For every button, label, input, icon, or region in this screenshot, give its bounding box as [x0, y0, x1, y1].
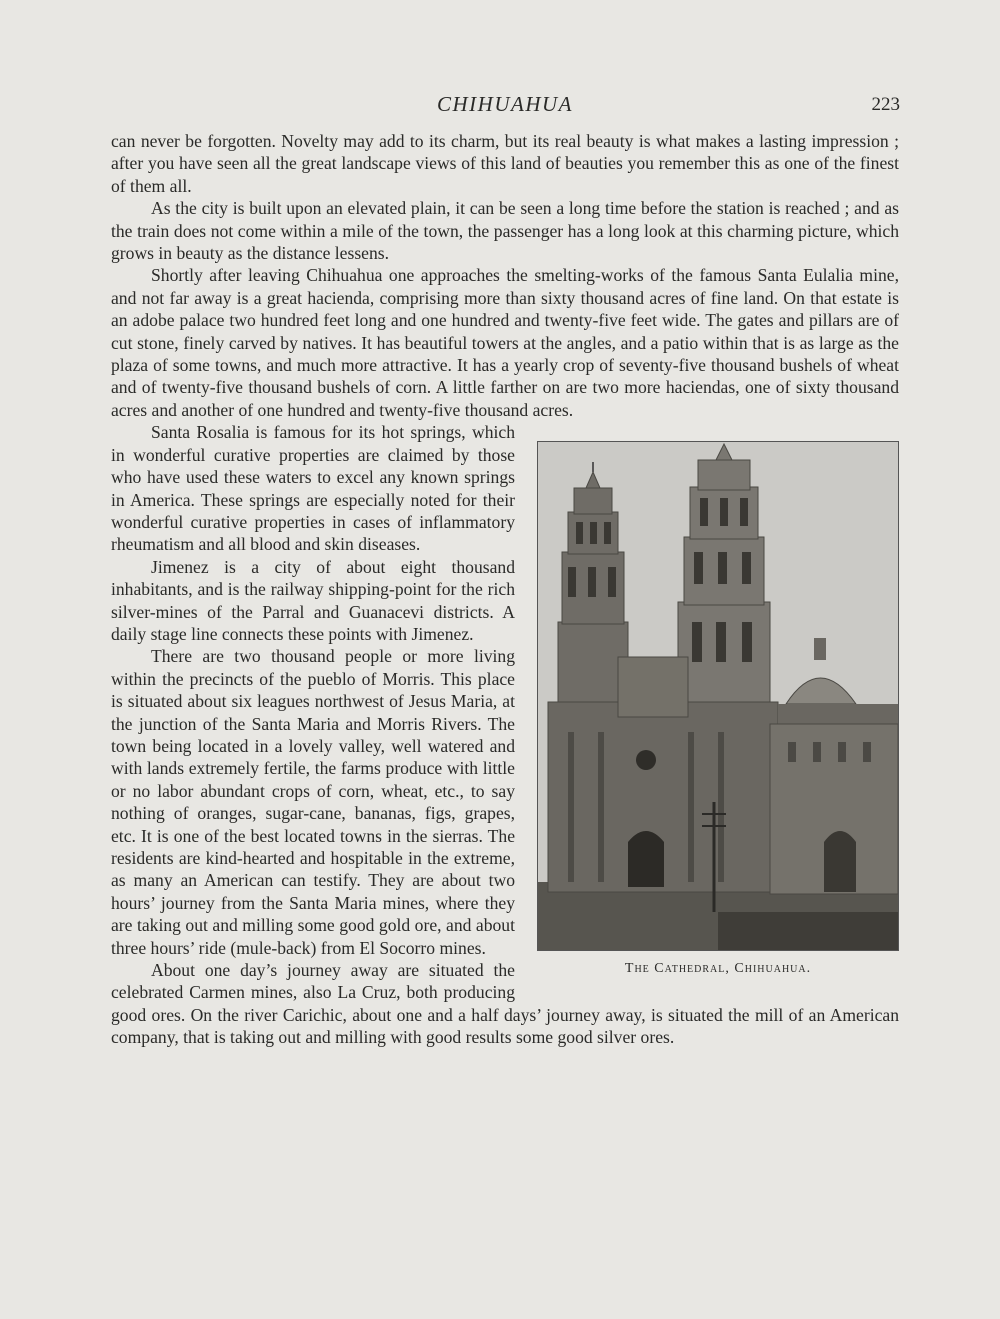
paragraph-2: As the city is built upon an elevated plain, it can be seen a long time before the station is reached ; and as the train does not come within a mile of the town, the passenger has a long look at this charming picture, which grows in beauty as the distance lessens.	[111, 198, 899, 264]
paragraph-4: Santa Rosalia is famous for its hot springs, which in wonderful curative properties are claimed by those who have used these waters to excel any known springs in America. These springs are especially noted for their wonderful curative properties in cases of inflammatory rheumatism and all blood and skin diseases.	[111, 422, 515, 555]
paragraph-5: Jimenez is a city of about eight thousand inhabitants, and is the railway shipping-point for the rich silver-mines of the Parral and Guanacevi districts. A daily stage line connects these points with Jimenez.	[111, 556, 515, 644]
cathedral-figure	[537, 437, 899, 997]
page-number: 223	[871, 94, 900, 115]
paragraph-1: can never be forgotten. Novelty may add to its charm, but its real beauty is what makes a lasting impression ; after you have seen all the great landscape views of this land of beauties you remember this as one of the finest of them all.	[111, 131, 899, 196]
figure-caption: The Cathedral, Chihuahua.	[624, 961, 812, 977]
running-head	[110, 92, 900, 122]
paragraph-3: Shortly after leaving Chihuahua one approaches the smelting-works of the famous Santa Eulalia mine, and not far away is a great hacienda, comprising more than sixty thousand acres of fine land. On that estate is an adobe palace two hundred feet long and one hundred and twenty-five feet wide. The gates and pillars are of cut stone, finely carved by natives. It has beautiful towers at the angles, and a patio within that is as large as the plaza of some towns, and much more attractive. It has a yearly crop of seventy-five thousand bushels of wheat and of twenty-five thousand bushels of corn. A little farther on are two more haciendas, one of sixty thousand acres and another of one hundred and twenty-five thousand acres.	[111, 265, 899, 420]
cathedral-photo	[537, 441, 899, 951]
running-title: CHIHUAHUA	[437, 92, 573, 116]
paragraph-7: About one day’s journey away are situated the celebrated Carmen mines, also La Cruz, both producing good ores. On the river Carichic, about one and a half days’ journey away, is situated the mill of an American company, that is taking out and milling with good results some good silver ores.	[111, 960, 899, 1048]
cathedral-illustration	[538, 442, 898, 950]
body-text	[111, 130, 899, 1049]
paragraph-6: There are two thousand people or more living within the precincts of the pueblo of Morris. This place is situated about six leagues northwest of Jesus Maria, at the junction of the Santa Maria and Morris Rivers. The town being located in a lovely valley, well watered and with lands extremely fertile, the farms produce with little or no labor abundant crops of corn, wheat, etc., to say nothing of oranges, sugar-cane, bananas, figs, grapes, etc. It is one of the best located towns in the sierras. The residents are kind-hearted and hospitable in the extreme, as many an American can testify. They are about two hours’ journey from the Santa Maria mines, where they are taking out and milling some good gold ore, and about three hours’ ride (mule-back) from El Socorro mines.	[111, 646, 515, 958]
